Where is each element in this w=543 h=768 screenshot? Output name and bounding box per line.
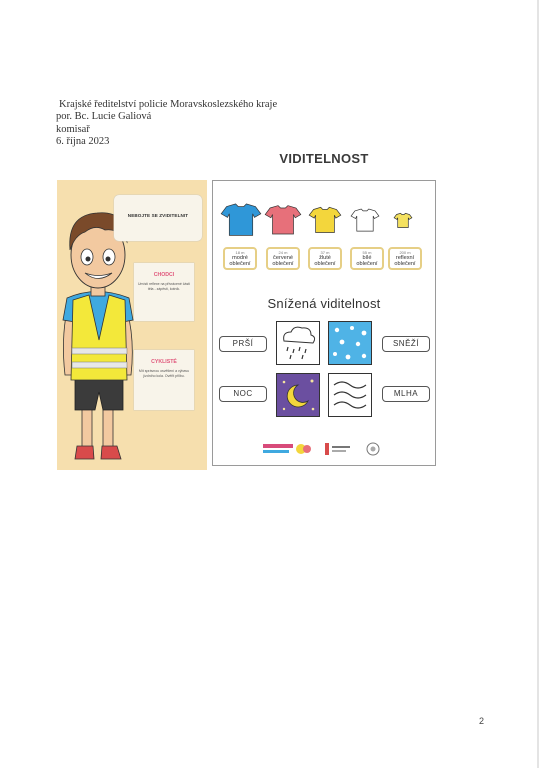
rain-cloud-icon	[276, 321, 320, 365]
distance-label: žluté oblečení	[314, 255, 336, 267]
speech-bubble	[114, 195, 202, 241]
fog-icon	[328, 373, 372, 417]
shirt-reflective-icon	[394, 213, 412, 227]
distance-label: reflexní oblečení	[394, 255, 416, 267]
reduced-visibility-title: Snížená viditelnost	[267, 296, 381, 311]
page-edge	[537, 0, 539, 768]
moon-night-icon	[276, 373, 320, 417]
note-pedestrians-text: Umístí reflexe na přivrácené části těla - zápěstí, kotník.	[138, 282, 190, 291]
note-cyclists-title: CYKLISTÉ	[151, 359, 177, 365]
distance-tag-yellow	[308, 247, 342, 270]
speech-bubble-text: NEBOJTE SE ZVIDITELNIT	[127, 213, 189, 218]
letterhead	[56, 99, 277, 148]
distance-tag-blue	[223, 247, 257, 270]
distance-value: 200 m	[399, 250, 411, 255]
partner-logos	[263, 439, 393, 459]
distance-tag-red	[266, 247, 300, 270]
shirt-red-icon	[265, 206, 301, 234]
note-pedestrians	[134, 263, 194, 321]
distance-value: 24 m	[278, 250, 288, 255]
note-cyclists-text: Mít správnou osvětlení a výbavu jízdního kola. Ověřit přilbu.	[138, 369, 190, 378]
distance-label: modré oblečení	[229, 255, 251, 267]
poster-reduced-visibility	[212, 180, 436, 466]
shirt-row	[213, 181, 435, 245]
label-night: NOC	[219, 386, 267, 402]
shirt-white-icon	[351, 209, 379, 231]
distance-value: 55 m	[362, 250, 372, 255]
page-heading: VIDITELNOST	[279, 151, 369, 166]
letterhead-date: 6. října 2023	[56, 135, 110, 147]
label-rain: PRŠÍ	[219, 336, 267, 352]
snow-icon	[328, 321, 372, 365]
distance-label: červené oblečení	[272, 255, 294, 267]
label-snow: SNĚŽÍ	[382, 336, 430, 352]
shirt-blue-icon	[221, 204, 261, 236]
distance-value: 37 m	[320, 250, 330, 255]
note-cyclists	[134, 350, 194, 410]
note-pedestrians-title: CHODCI	[153, 272, 175, 278]
page-number: 2	[479, 716, 485, 726]
shirt-yellow-icon	[309, 207, 341, 232]
letterhead-author: por. Bc. Lucie Galiová	[56, 111, 152, 123]
poster-reflective-vest	[57, 180, 207, 470]
distance-tag-reflective	[388, 247, 422, 270]
distance-tag-white	[350, 247, 384, 270]
letterhead-org: Krajské ředitelství policie Moravskoslezského kraje	[59, 99, 278, 110]
distance-label: bílé oblečení	[356, 255, 378, 267]
letterhead-role: komisař	[56, 123, 90, 135]
label-fog: MLHA	[382, 386, 430, 402]
distance-value: 18 m	[235, 250, 245, 255]
